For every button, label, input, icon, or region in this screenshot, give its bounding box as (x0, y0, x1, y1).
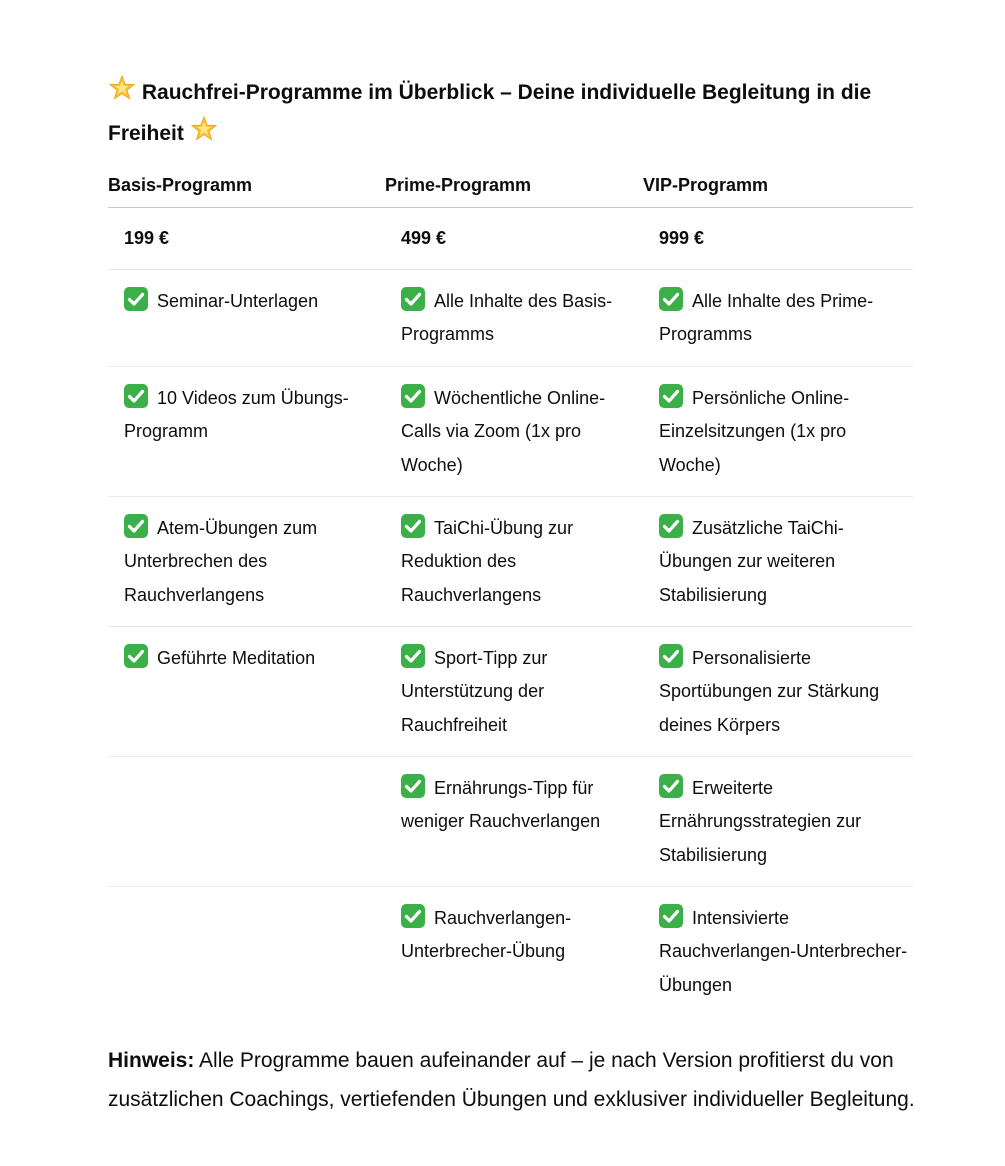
check-mark-button-icon (659, 384, 683, 408)
feature-text: Personalisierte Sportübungen zur Stärkung deines Körpers (659, 648, 880, 735)
hint-note (108, 1041, 923, 1119)
price-prime: 499 € (401, 228, 447, 248)
check-mark-button-icon (124, 644, 148, 668)
program-comparison-table (108, 166, 913, 1016)
feature-cell-vip (643, 367, 913, 496)
check-mark-button-icon (659, 904, 683, 928)
feature-text: TaiChi-Übung zur Reduktion des Rauchverlangens (401, 518, 574, 605)
feature-cell-prime (385, 627, 643, 756)
feature-text: Erweiterte Ernährungsstrategien zur Stabilisierung (659, 778, 862, 865)
hint-label: Hinweis: (108, 1049, 195, 1072)
feature-cell-prime (385, 757, 643, 886)
check-mark-button-icon (124, 287, 148, 311)
price-basis: 199 € (124, 228, 170, 248)
table-row (108, 627, 913, 757)
feature-text: Ernährungs-Tipp für weniger Rauchverlangen (401, 778, 601, 832)
check-mark-button-icon (401, 384, 425, 408)
check-mark-button-icon (401, 904, 425, 928)
feature-cell-vip (643, 757, 913, 886)
feature-cell-vip (643, 887, 913, 1016)
feature-text: Alle Inhalte des Basis-Programms (401, 291, 613, 345)
feature-cell-basis (108, 497, 385, 626)
feature-text: Persönliche Online-Einzelsitzungen (1x pro Woche) (659, 388, 850, 475)
table-header-row (108, 166, 913, 208)
feature-cell-basis (108, 270, 385, 366)
price-vip: 999 € (659, 228, 705, 248)
check-mark-button-icon (659, 514, 683, 538)
feature-cell-vip (643, 627, 913, 756)
check-mark-button-icon (124, 514, 148, 538)
feature-cell-basis (108, 627, 385, 756)
feature-text: Rauchverlangen-Unterbrecher-Übung (401, 908, 572, 962)
feature-text: Seminar-Unterlagen (157, 291, 319, 311)
table-row (108, 367, 913, 497)
table-row (108, 887, 913, 1016)
feature-cell-prime (385, 497, 643, 626)
table-row (108, 757, 913, 887)
page-title (108, 74, 923, 156)
check-mark-button-icon (401, 774, 425, 798)
check-mark-button-icon (124, 384, 148, 408)
feature-text: Wöchentliche Online-Calls via Zoom (1x pro Woche) (401, 388, 606, 475)
feature-cell-prime (385, 367, 643, 496)
feature-cell-vip (643, 270, 913, 366)
feature-text: Alle Inhalte des Prime-Programms (659, 291, 874, 345)
feature-text: Intensivierte Rauchverlangen-Unterbrecher-Übungen (659, 908, 908, 995)
price-row (108, 208, 913, 270)
feature-text: Geführte Meditation (157, 648, 316, 668)
check-mark-button-icon (401, 287, 425, 311)
check-mark-button-icon (401, 514, 425, 538)
header-vip-program: VIP-Programm (643, 175, 769, 195)
page-title-text: Rauchfrei-Programme im Überblick – Deine individuelle Begleitung in die Freiheit (108, 81, 872, 145)
feature-cell-prime (385, 270, 643, 366)
feature-text: Zusätzliche TaiChi-Übungen zur weiteren Stabilisierung (659, 518, 844, 605)
header-basis-program: Basis-Programm (108, 175, 253, 195)
feature-text: 10 Videos zum Übungs-Programm (124, 388, 349, 442)
table-row (108, 270, 913, 367)
check-mark-button-icon (659, 644, 683, 668)
feature-cell-vip (643, 497, 913, 626)
check-mark-button-icon (401, 644, 425, 668)
check-mark-button-icon (659, 774, 683, 798)
feature-cell-basis (108, 887, 385, 1016)
feature-cell-basis (108, 757, 385, 886)
glowing-star-icon (108, 74, 136, 115)
glowing-star-icon (190, 115, 218, 156)
feature-text: Atem-Übungen zum Unterbrechen des Rauchverlangens (124, 518, 318, 605)
check-mark-button-icon (659, 287, 683, 311)
header-prime-program: Prime-Programm (385, 175, 532, 195)
feature-cell-basis (108, 367, 385, 496)
feature-cell-prime (385, 887, 643, 1016)
table-row (108, 497, 913, 627)
hint-text: Alle Programme bauen aufeinander auf – je nach Version profitierst du von zusätzlichen Coachings, vertiefenden Übungen und exklusiver individueller Begleitung. (108, 1049, 915, 1111)
feature-text: Sport-Tipp zur Unterstützung der Rauchfreiheit (401, 648, 548, 735)
